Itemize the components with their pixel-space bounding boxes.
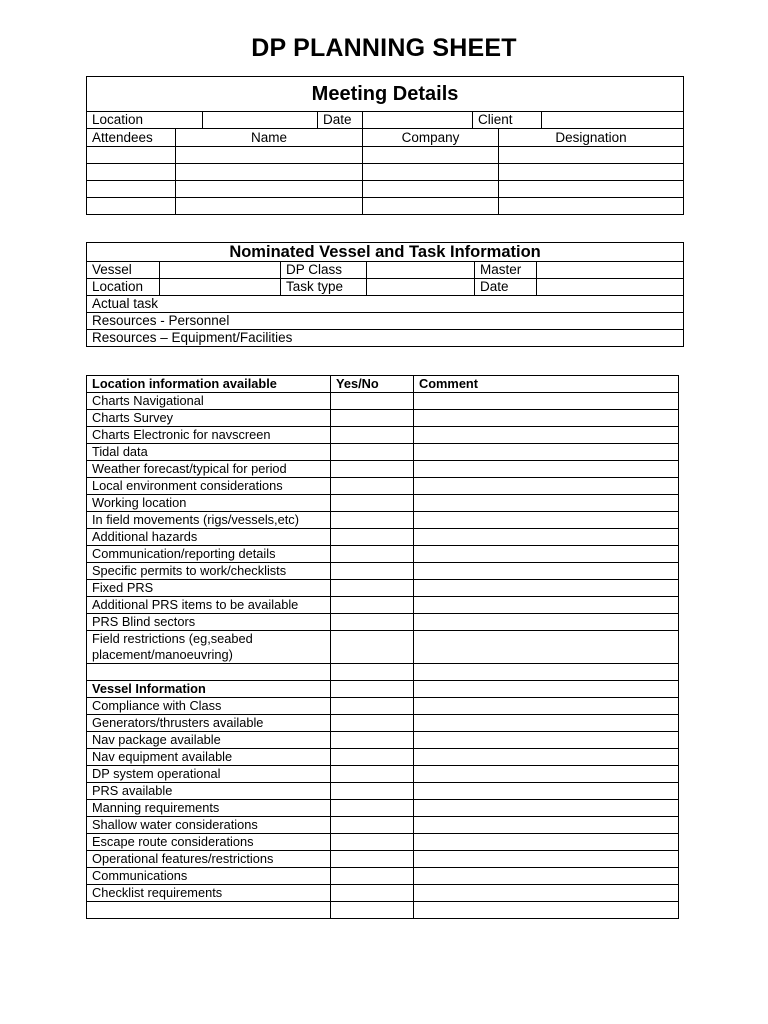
yes-no-field[interactable] xyxy=(331,885,414,902)
attendee-name-field[interactable] xyxy=(176,164,363,181)
attendee-designation-field[interactable] xyxy=(499,198,684,215)
checklist-item-label: Compliance with Class xyxy=(87,698,331,715)
section-header-row xyxy=(87,681,679,698)
attendee-company-field[interactable] xyxy=(363,147,499,164)
checklist-item-label: Charts Electronic for navscreen xyxy=(87,427,331,444)
table-row xyxy=(87,868,679,885)
table-row xyxy=(87,834,679,851)
attendee-row xyxy=(87,147,684,164)
attendee-cell[interactable] xyxy=(87,181,176,198)
yes-no-field[interactable] xyxy=(331,698,414,715)
attendee-designation-field[interactable] xyxy=(499,181,684,198)
comment-field[interactable] xyxy=(414,749,679,766)
comment-field[interactable] xyxy=(414,563,679,580)
comment-field[interactable] xyxy=(414,732,679,749)
checklist-item-label: Shallow water considerations xyxy=(87,817,331,834)
yes-no-header: Yes/No xyxy=(331,376,414,393)
comment-field[interactable] xyxy=(414,766,679,783)
comment-field[interactable] xyxy=(414,885,679,902)
checklist-item-label: Specific permits to work/checklists xyxy=(87,563,331,580)
table-row xyxy=(87,631,679,664)
attendee-name-field[interactable] xyxy=(176,198,363,215)
checklist-item-label: Working location xyxy=(87,495,331,512)
blank-row xyxy=(87,902,679,919)
location-info-header: Location information available xyxy=(87,376,331,393)
yes-no-field[interactable] xyxy=(331,427,414,444)
attendee-name-field[interactable] xyxy=(176,147,363,164)
company-column-header: Company xyxy=(363,129,499,147)
vessel-information-heading: Vessel Information xyxy=(87,681,331,698)
table-row xyxy=(87,461,679,478)
resources-personnel-label[interactable]: Resources - Personnel xyxy=(87,313,684,330)
page-title: DP PLANNING SHEET xyxy=(251,34,517,62)
comment-field[interactable] xyxy=(414,529,679,546)
checklist-item-label: Additional PRS items to be available xyxy=(87,597,331,614)
checklist-item-label: Nav equipment available xyxy=(87,749,331,766)
blank-row xyxy=(87,664,679,681)
comment-field[interactable] xyxy=(414,783,679,800)
table-row xyxy=(87,749,679,766)
table-row xyxy=(87,783,679,800)
vessel-field[interactable] xyxy=(160,262,281,279)
yes-no-field[interactable] xyxy=(331,817,414,834)
attendee-company-field[interactable] xyxy=(363,181,499,198)
yes-no-field[interactable] xyxy=(331,749,414,766)
checklist-item-label: Charts Survey xyxy=(87,410,331,427)
attendee-name-field[interactable] xyxy=(176,181,363,198)
checklist-item-label: Fixed PRS xyxy=(87,580,331,597)
yes-no-field[interactable] xyxy=(331,478,414,495)
yes-no-field[interactable] xyxy=(331,868,414,885)
master-field[interactable] xyxy=(537,262,684,279)
comment-field[interactable] xyxy=(414,817,679,834)
meeting-details-heading: Meeting Details xyxy=(87,77,684,112)
comment-field[interactable] xyxy=(414,495,679,512)
date-field[interactable] xyxy=(537,279,684,296)
checklist-table xyxy=(86,375,679,919)
yes-no-field[interactable] xyxy=(331,732,414,749)
comment-field[interactable] xyxy=(414,902,679,919)
checklist-item-label: PRS Blind sectors xyxy=(87,614,331,631)
attendee-designation-field[interactable] xyxy=(499,147,684,164)
yes-no-field[interactable] xyxy=(331,597,414,614)
vessel-task-table xyxy=(86,242,684,347)
table-row xyxy=(87,529,679,546)
vessel-label: Vessel xyxy=(87,262,160,279)
table-row xyxy=(87,393,679,410)
table-row xyxy=(87,597,679,614)
table-row xyxy=(87,800,679,817)
comment-field[interactable] xyxy=(414,681,679,698)
yes-no-field[interactable] xyxy=(331,681,414,698)
location-label: Location xyxy=(87,112,203,129)
comment-field[interactable] xyxy=(414,698,679,715)
task-type-field[interactable] xyxy=(367,279,475,296)
table-row xyxy=(87,580,679,597)
comment-field[interactable] xyxy=(414,410,679,427)
table-row xyxy=(87,546,679,563)
checklist-item-label: Local environment considerations xyxy=(87,478,331,495)
yes-no-field[interactable] xyxy=(331,715,414,732)
comment-field[interactable] xyxy=(414,393,679,410)
resources-equipment-label[interactable]: Resources – Equipment/Facilities xyxy=(87,330,684,347)
blank-cell xyxy=(87,902,331,919)
checklist-item-label: Communications xyxy=(87,868,331,885)
date-label: Date xyxy=(475,279,537,296)
attendee-company-field[interactable] xyxy=(363,164,499,181)
comment-field[interactable] xyxy=(414,851,679,868)
table-row xyxy=(87,512,679,529)
comment-field[interactable] xyxy=(414,444,679,461)
yes-no-field[interactable] xyxy=(331,834,414,851)
comment-field[interactable] xyxy=(414,868,679,885)
yes-no-field[interactable] xyxy=(331,851,414,868)
checklist-item-label: Nav package available xyxy=(87,732,331,749)
checklist-item-label: DP system operational xyxy=(87,766,331,783)
yes-no-field[interactable] xyxy=(331,410,414,427)
yes-no-field[interactable] xyxy=(331,512,414,529)
actual-task-label[interactable]: Actual task xyxy=(87,296,684,313)
comment-field[interactable] xyxy=(414,614,679,631)
vessel-task-heading: Nominated Vessel and Task Information xyxy=(87,243,684,262)
attendee-cell[interactable] xyxy=(87,147,176,164)
yes-no-field[interactable] xyxy=(331,444,414,461)
table-row xyxy=(87,495,679,512)
comment-field[interactable] xyxy=(414,834,679,851)
comment-field[interactable] xyxy=(414,631,679,664)
comment-field[interactable] xyxy=(414,512,679,529)
dp-class-label: DP Class xyxy=(281,262,367,279)
comment-header: Comment xyxy=(414,376,679,393)
checklist-item-label: PRS available xyxy=(87,783,331,800)
attendee-company-field[interactable] xyxy=(363,198,499,215)
yes-no-field[interactable] xyxy=(331,664,414,681)
attendee-row xyxy=(87,164,684,181)
table-row xyxy=(87,732,679,749)
yes-no-field[interactable] xyxy=(331,529,414,546)
checklist-item-label: Checklist requirements xyxy=(87,885,331,902)
yes-no-field[interactable] xyxy=(331,902,414,919)
yes-no-field[interactable] xyxy=(331,546,414,563)
name-column-header: Name xyxy=(176,129,363,147)
location-label: Location xyxy=(87,279,160,296)
comment-field[interactable] xyxy=(414,478,679,495)
checklist-item-label: Communication/reporting details xyxy=(87,546,331,563)
yes-no-field[interactable] xyxy=(331,461,414,478)
checklist-item-label: Field restrictions (eg,seabed placement/manoeuvring) xyxy=(87,631,331,664)
checklist-item-label: Operational features/restrictions xyxy=(87,851,331,868)
dp-class-field[interactable] xyxy=(367,262,475,279)
location-field[interactable] xyxy=(160,279,281,296)
client-label: Client xyxy=(473,112,542,129)
yes-no-field[interactable] xyxy=(331,495,414,512)
table-row xyxy=(87,885,679,902)
comment-field[interactable] xyxy=(414,715,679,732)
table-row xyxy=(87,715,679,732)
attendee-cell[interactable] xyxy=(87,198,176,215)
table-row xyxy=(87,563,679,580)
comment-field[interactable] xyxy=(414,427,679,444)
yes-no-field[interactable] xyxy=(331,800,414,817)
comment-field[interactable] xyxy=(414,664,679,681)
checklist-item-label: Charts Navigational xyxy=(87,393,331,410)
yes-no-field[interactable] xyxy=(331,766,414,783)
attendee-cell[interactable] xyxy=(87,164,176,181)
attendee-row xyxy=(87,198,684,215)
comment-field[interactable] xyxy=(414,800,679,817)
yes-no-field[interactable] xyxy=(331,393,414,410)
yes-no-field[interactable] xyxy=(331,783,414,800)
master-label: Master xyxy=(475,262,537,279)
attendee-row xyxy=(87,181,684,198)
table-row xyxy=(87,478,679,495)
checklist-item-label: Manning requirements xyxy=(87,800,331,817)
location-field[interactable] xyxy=(203,112,318,129)
table-row xyxy=(87,410,679,427)
table-row xyxy=(87,444,679,461)
meeting-details-table xyxy=(86,76,684,215)
checklist-item-label: Escape route considerations xyxy=(87,834,331,851)
date-field[interactable] xyxy=(363,112,473,129)
attendee-designation-field[interactable] xyxy=(499,164,684,181)
checklist-item-label: Weather forecast/typical for period xyxy=(87,461,331,478)
yes-no-field[interactable] xyxy=(331,614,414,631)
table-row xyxy=(87,766,679,783)
comment-field[interactable] xyxy=(414,597,679,614)
checklist-item-label: In field movements (rigs/vessels,etc) xyxy=(87,512,331,529)
yes-no-field[interactable] xyxy=(331,580,414,597)
date-label: Date xyxy=(318,112,363,129)
yes-no-field[interactable] xyxy=(331,563,414,580)
designation-column-header: Designation xyxy=(499,129,684,147)
table-row xyxy=(87,427,679,444)
table-row xyxy=(87,698,679,715)
checklist-item-label: Generators/thrusters available xyxy=(87,715,331,732)
comment-field[interactable] xyxy=(414,546,679,563)
table-row xyxy=(87,614,679,631)
blank-cell xyxy=(87,664,331,681)
attendees-label: Attendees xyxy=(87,129,176,147)
checklist-item-label: Additional hazards xyxy=(87,529,331,546)
table-row xyxy=(87,817,679,834)
task-type-label: Task type xyxy=(281,279,367,296)
client-field[interactable] xyxy=(542,112,684,129)
table-row xyxy=(87,851,679,868)
checklist-item-label: Tidal data xyxy=(87,444,331,461)
yes-no-field[interactable] xyxy=(331,631,414,664)
comment-field[interactable] xyxy=(414,461,679,478)
comment-field[interactable] xyxy=(414,580,679,597)
